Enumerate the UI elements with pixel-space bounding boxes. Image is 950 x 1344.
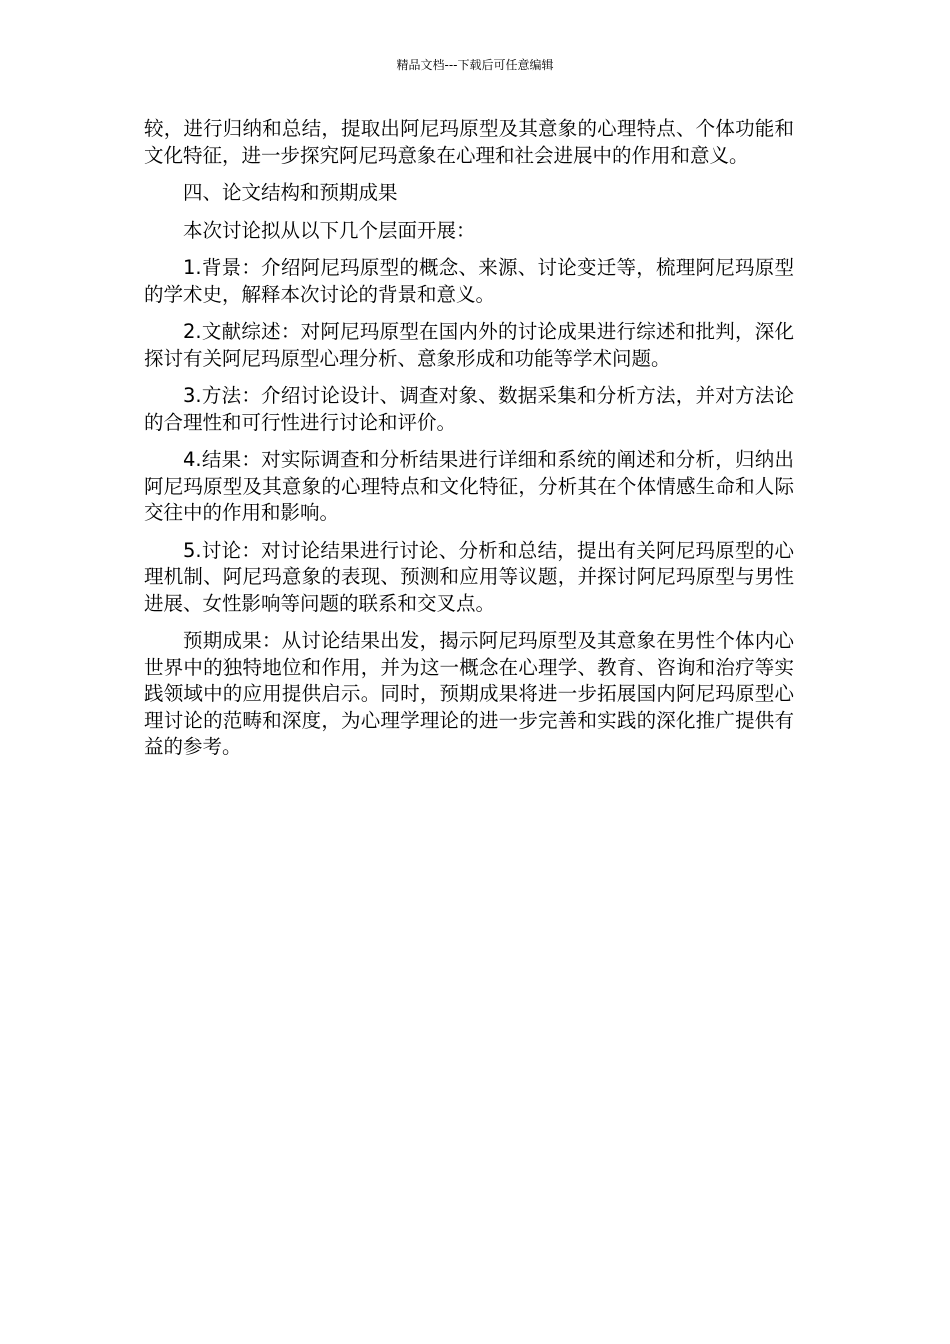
- page-header: 精品文档---下载后可任意编辑: [396, 58, 554, 72]
- paragraph-literature-review: 2.文献综述：对阿尼玛原型在国内外的讨论成果进行综述和批判，深化探讨有关阿尼玛原型心理分析、意象形成和功能等学术问题。: [144, 320, 794, 370]
- paragraph-continuation: 较，进行归纳和总结，提取出阿尼玛原型及其意象的心理特点、个体功能和文化特征，进一步探究阿尼玛意象在心理和社会进展中的作用和意义。: [144, 117, 794, 167]
- paragraph-background: 1.背景：介绍阿尼玛原型的概念、来源、讨论变迁等，梳理阿尼玛原型的学术史，解释本次讨论的背景和意义。: [144, 256, 794, 306]
- document-body: [144, 116, 794, 772]
- paragraph-intro: 本次讨论拟从以下几个层面开展：: [183, 218, 476, 242]
- paragraph-discussion: 5.讨论：对讨论结果进行讨论、分析和总结，提出有关阿尼玛原型的心理机制、阿尼玛意象的表现、预测和应用等议题，并探讨阿尼玛原型与男性进展、女性影响等问题的联系和交叉点。: [144, 538, 794, 615]
- paragraph-methods: 3.方法：介绍讨论设计、调查对象、数据采集和分析方法，并对方法论的合理性和可行性进行讨论和评价。: [144, 384, 794, 434]
- paragraph-results: 4.结果：对实际调查和分析结果进行详细和系统的阐述和分析，归纳出阿尼玛原型及其意象的心理特点和文化特征，分析其在个体情感生命和人际交往中的作用和影响。: [144, 448, 794, 524]
- section-heading: 四、论文结构和预期成果: [183, 181, 398, 204]
- paragraph-expected-outcomes: 预期成果：从讨论结果出发，揭示阿尼玛原型及其意象在男性个体内心世界中的独特地位和作用，并为这一概念在心理学、教育、咨询和治疗等实践领域中的应用提供启示。同时，预期成果将进一步拓展国内阿尼玛原型心理讨论的范畴和深度，为心理学理论的进一步完善和实践的深化推广提供有益的参考。: [144, 629, 794, 758]
